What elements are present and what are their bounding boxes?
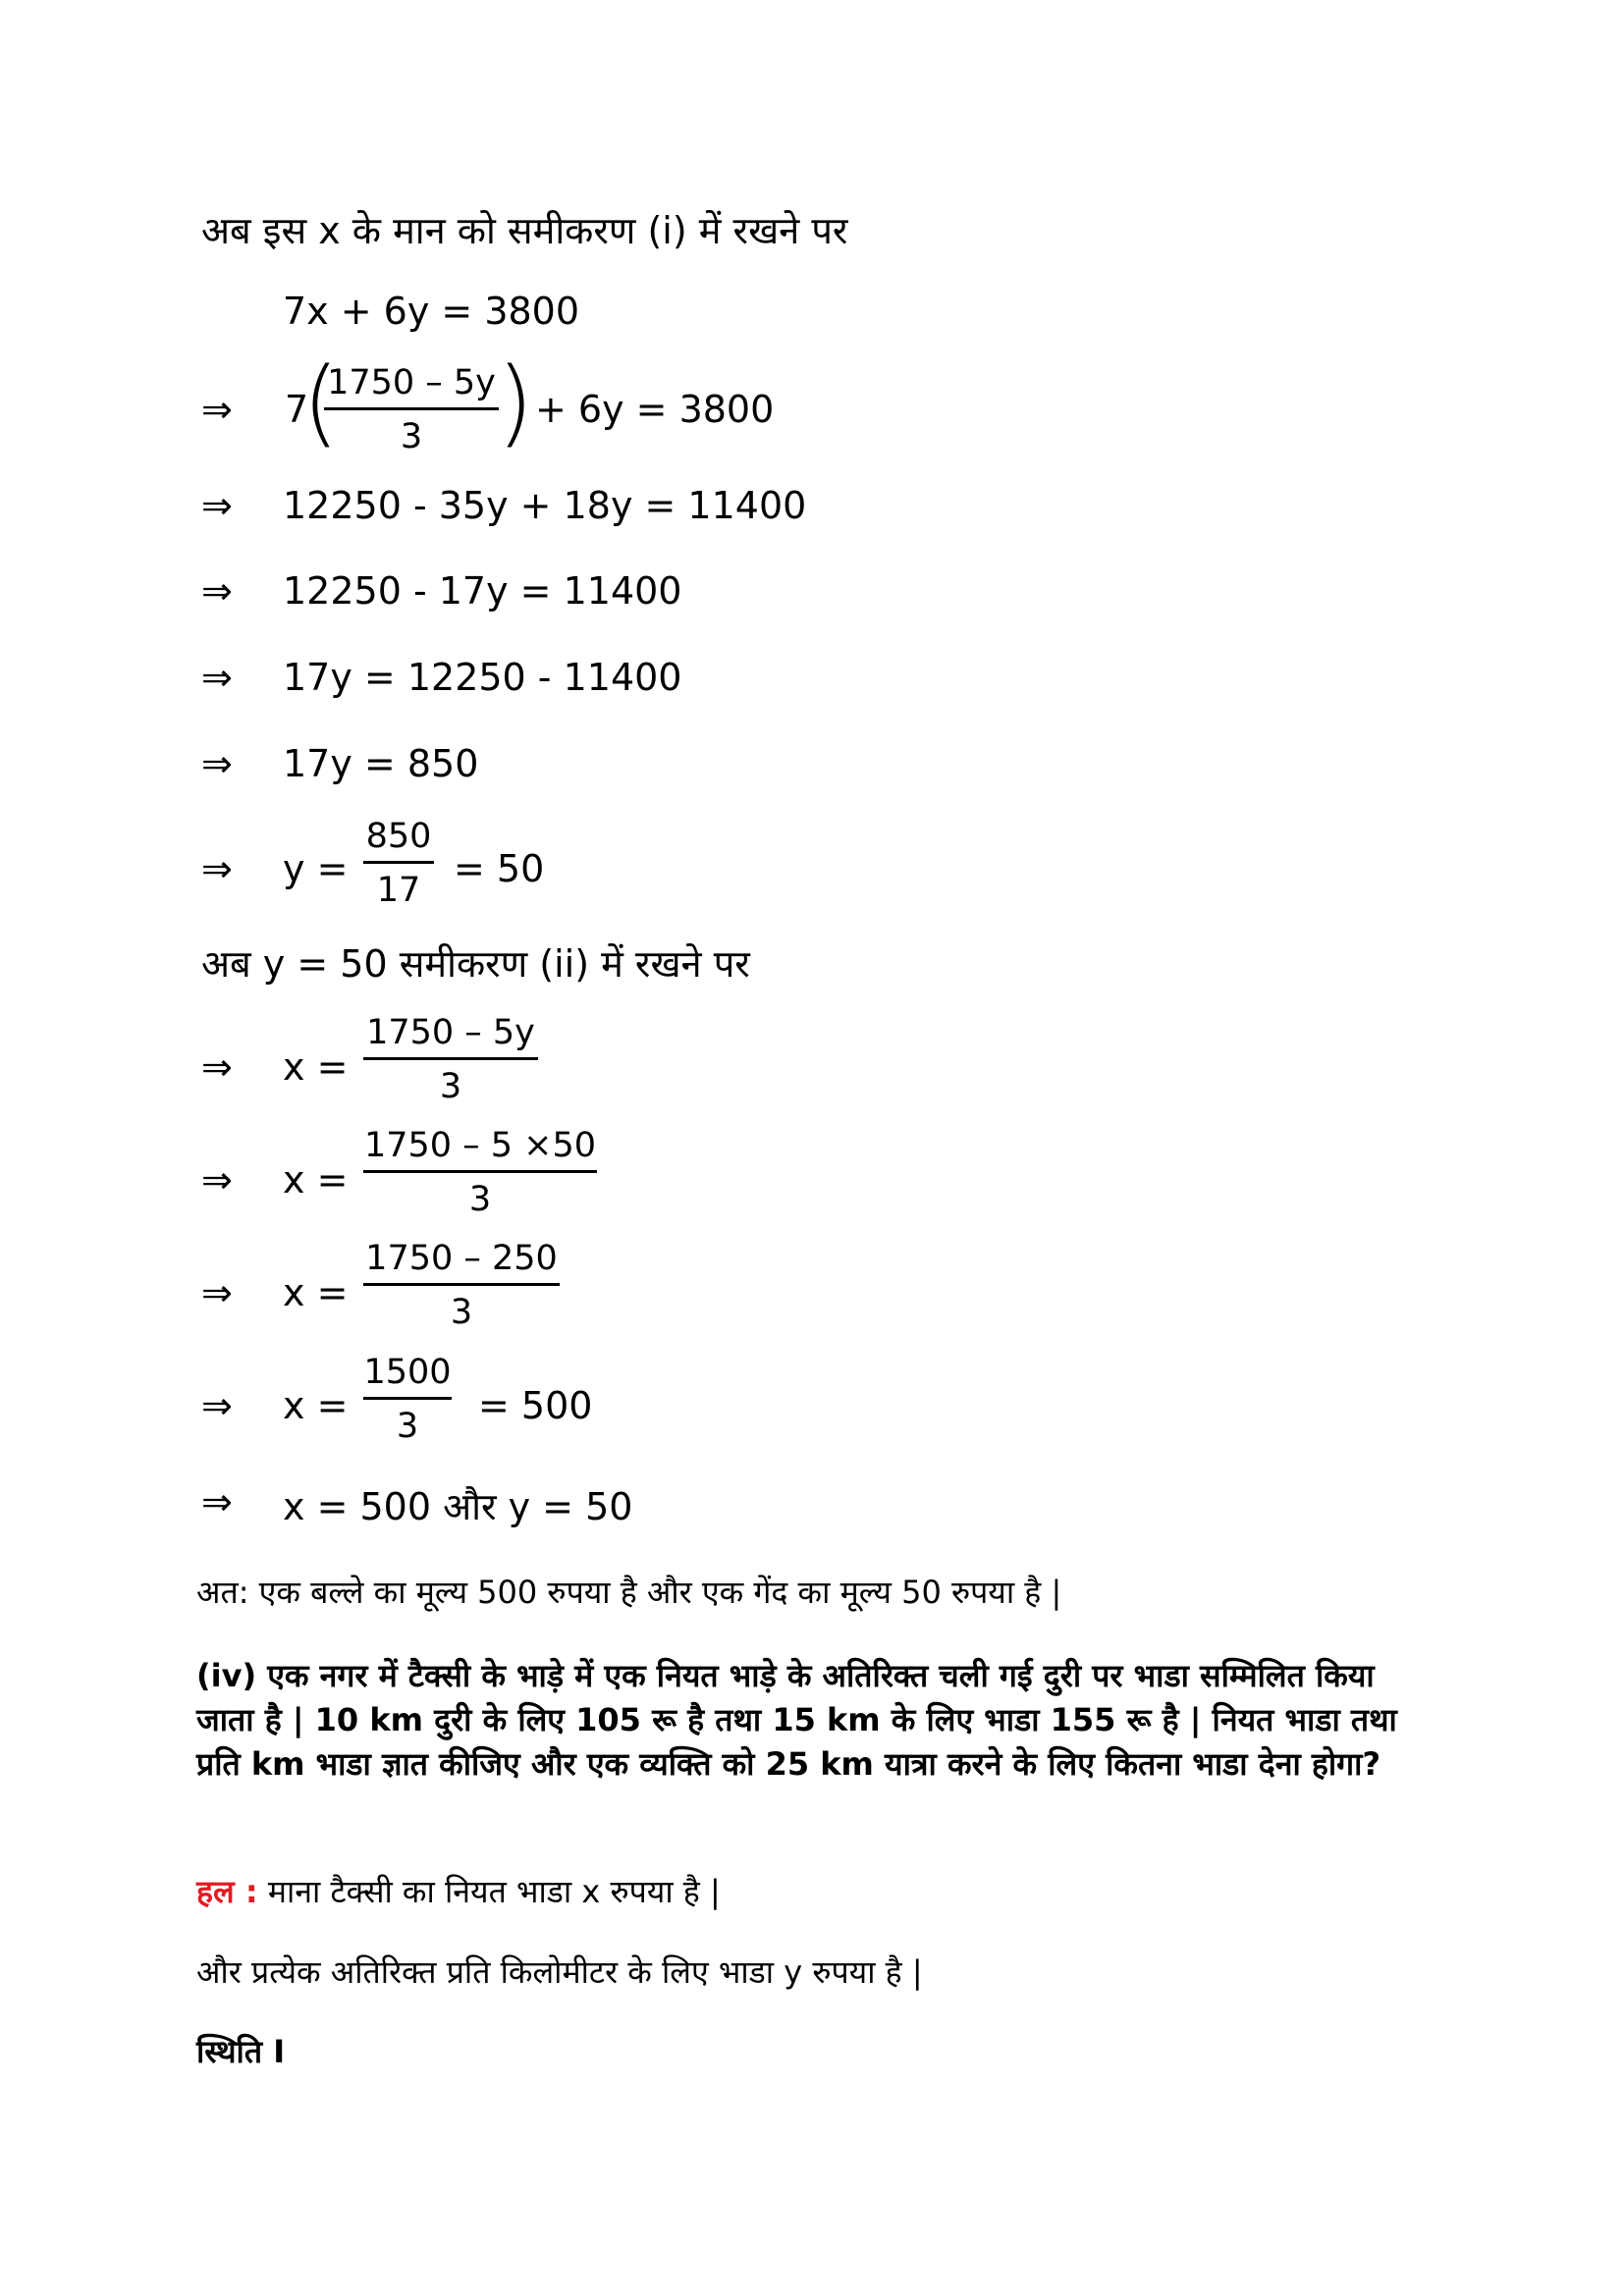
final-result-line: x = 500 और y = 50 [283, 1485, 633, 1528]
substitution-intro-line: अब इस x के मान को समीकरण (i) में रखने पर [201, 209, 848, 252]
eq8-fraction [363, 815, 434, 912]
eq3-denominator: 3 [400, 417, 423, 456]
eq3-numerator: 1750 – 5y [327, 363, 496, 402]
fraction-bar [324, 407, 499, 410]
eq8-numerator: 850 [365, 817, 432, 856]
eq11-fraction [363, 1124, 597, 1221]
eq10-lhs: x = [283, 1045, 349, 1089]
implies-symbol: ⇒ [201, 1045, 233, 1089]
equation-one: 7x + 6y = 3800 [283, 290, 580, 333]
eq3-left-paren: ( [302, 347, 340, 457]
eq3-fraction [324, 361, 499, 458]
implies-symbol: ⇒ [201, 1384, 233, 1427]
implies-symbol: ⇒ [201, 656, 233, 699]
implies-symbol: ⇒ [201, 742, 233, 785]
eq8-rhs: = 50 [454, 847, 545, 890]
case-heading: स्थिति I [196, 2033, 286, 2070]
eq12-fraction [363, 1237, 560, 1334]
eq10-numerator: 1750 – 5y [366, 1013, 535, 1052]
eq10-denominator: 3 [439, 1067, 462, 1106]
question-iv: (iv) एक नगर में टैक्सी के भाड़े में एक नियत भाड़े के अतिरिक्त चली गई दुरी पर भाडा सम्मिलित किया जाता है | 10 km दुरी के लिए 105 रू है तथा 15 km के लिए भाडा 155 रू है | नियत भाडा तथा प्रति km भाडा ज्ञात कीजिए और एक व्यक्ति को 25 km यात्रा करने के लिए कितना भाडा देना होगा? [196, 1657, 1397, 1783]
fraction-bar [363, 861, 434, 864]
eq8-lhs: y = [283, 847, 349, 890]
implies-symbol: ⇒ [201, 569, 233, 613]
eq12-denominator: 3 [450, 1293, 473, 1332]
conclusion-text: अत: एक बल्ले का मूल्य 500 रुपया है और एक गेंद का मूल्य 50 रुपया है | [196, 1574, 1062, 1611]
equation-step-4: 12250 - 35y + 18y = 11400 [283, 484, 807, 527]
eq11-numerator: 1750 – 5 ×50 [363, 1126, 597, 1165]
equation-step-7: 17y = 850 [283, 742, 479, 785]
eq13-lhs: x = [283, 1384, 349, 1427]
eq13-rhs: = 500 [478, 1384, 593, 1427]
eq3-right-paren: ) [497, 347, 534, 457]
equation-step-5: 12250 - 17y = 11400 [283, 569, 682, 613]
eq12-lhs: x = [283, 1271, 349, 1314]
eq13-denominator: 3 [396, 1407, 419, 1446]
equation-step-6: 17y = 12250 - 11400 [283, 656, 682, 699]
eq8-denominator: 17 [376, 871, 421, 910]
fraction-bar [363, 1283, 560, 1286]
eq13-fraction [363, 1351, 452, 1448]
solution-line [196, 1870, 721, 1912]
eq13-numerator: 1500 [363, 1353, 452, 1392]
substitution-y-line: अब y = 50 समीकरण (ii) में रखने पर [201, 942, 750, 986]
eq3-tail: + 6y = 3800 [535, 388, 775, 431]
implies-symbol: ⇒ [201, 847, 233, 890]
implies-symbol: ⇒ [201, 1271, 233, 1314]
implies-symbol: ⇒ [201, 388, 233, 431]
fraction-bar [363, 1170, 597, 1173]
eq11-lhs: x = [283, 1158, 349, 1201]
solution-label: हल : [196, 1873, 258, 1910]
fraction-bar [363, 1397, 452, 1400]
solution-text: माना टैक्सी का नियत भाडा x रुपया है | [257, 1873, 721, 1910]
eq12-numerator: 1750 – 250 [365, 1239, 558, 1278]
implies-symbol: ⇒ [201, 484, 233, 527]
assumption-text: और प्रत्येक अतिरिक्त प्रति किलोमीटर के लिए भाडा y रुपया है | [196, 1953, 923, 1991]
implies-symbol: ⇒ [201, 1480, 233, 1523]
eq10-fraction [363, 1011, 538, 1108]
eq11-denominator: 3 [468, 1180, 492, 1219]
fraction-bar [363, 1057, 538, 1060]
implies-symbol: ⇒ [201, 1158, 233, 1201]
eq3-coefficient: 7 [285, 388, 309, 431]
